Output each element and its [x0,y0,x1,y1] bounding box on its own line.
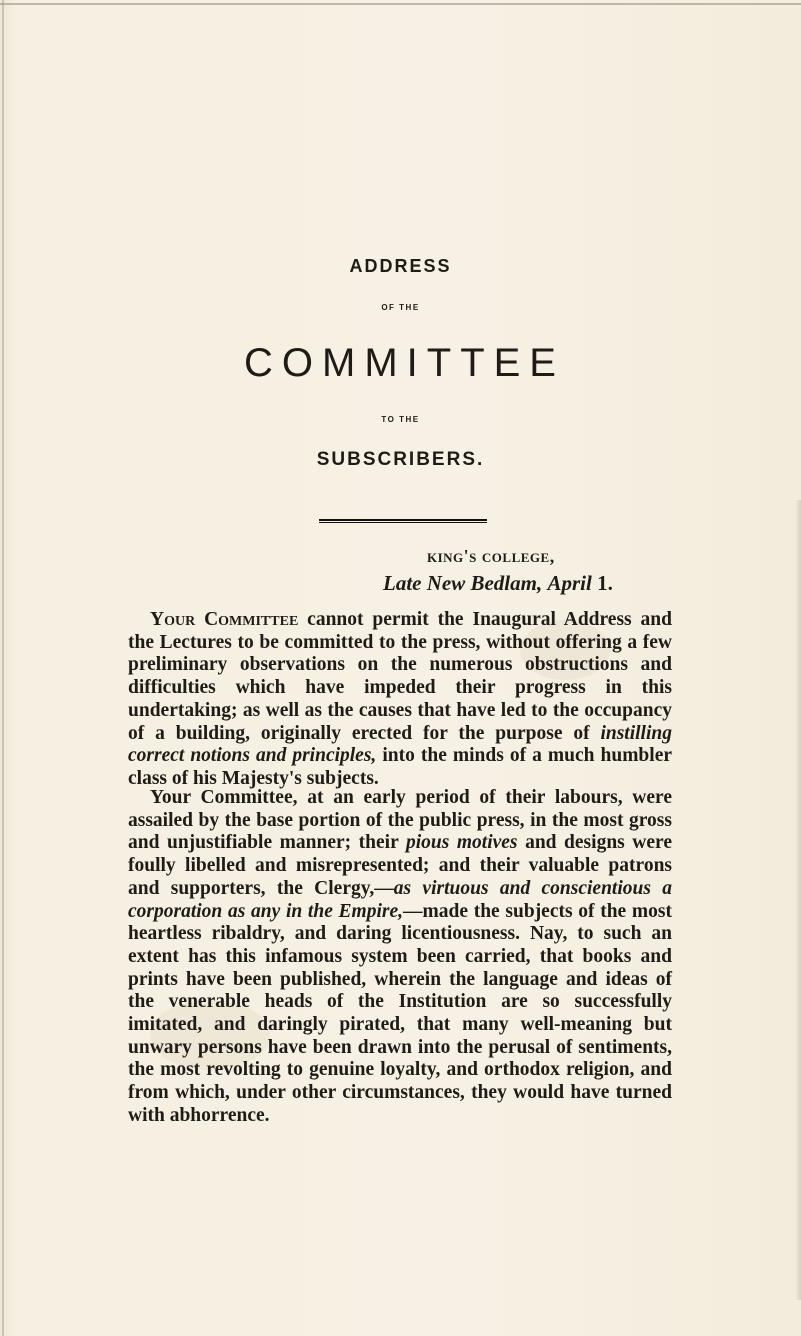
double-rule-divider [319,519,487,523]
paragraph-2-text-c: —made the subjects of the most heartless ribaldry, and daring licentiousness. Nay, to such an extent has this infamous system been carried, that books and prints have been published, wherein the language and ideas of the venerable heads of the Institution are so successfully imitated, and daringly pirated, that many well-meaning but unwary persons have been drawn into the perusal of sentiments, the most revolting to genuine loyalty, and orthodox religion, and from which, under other circumstances, they would have turned with abhorrence. [128,900,672,1126]
title-of-the: OF THE [381,303,420,312]
dateline-college: king's college, [427,546,555,566]
paragraph-1-italic: instilling correct notions and principles, [128,722,672,767]
paragraph-2-italic-a: pious motives [405,832,518,854]
title-address: ADDRESS [349,256,452,276]
dateline-place-date [383,571,613,596]
page-edge-right [795,500,801,1300]
page-edge-left [2,0,4,1336]
paragraph-2 [128,787,672,1128]
paragraph-1-lead: Your Committee [150,609,299,630]
dateline-day: 1. [597,571,613,595]
dateline-month: April [547,571,592,595]
title-committee: COMMITTEE [244,341,565,385]
paragraph-1-text-a: cannot permit the Inaugural Address and the Lectures to be committed to the press, without offering a few preliminary observations on the numerous obstructions and difficulties which have impeded their progress in this undertaking; as well as the causes that have led to the occupancy of a building, originally erected for the purpose of [128,609,672,744]
dateline-place: Late New Bedlam, [383,571,543,595]
paragraph-1 [128,609,672,791]
paragraph-2-italic-b: as virtuous and conscientious a corporation as any in the Empire, [128,877,672,922]
title-subscribers: SUBSCRIBERS. [316,449,485,470]
paragraph-2-text-a: Your Committee, at an early period of their labours, were assailed by the base portion of the public press, in the most gross and unjustifiable manner; their [128,787,672,854]
page-edge-top [0,3,801,5]
title-to-the: TO THE [381,415,420,424]
paragraph-2-text-b: and designs were foully libelled and misrepresented; and their valuable patrons and supporters, the Clergy,— [128,832,672,899]
paragraph-1-text-b: into the minds of a much humbler class of his Majesty's subjects. [128,745,673,789]
